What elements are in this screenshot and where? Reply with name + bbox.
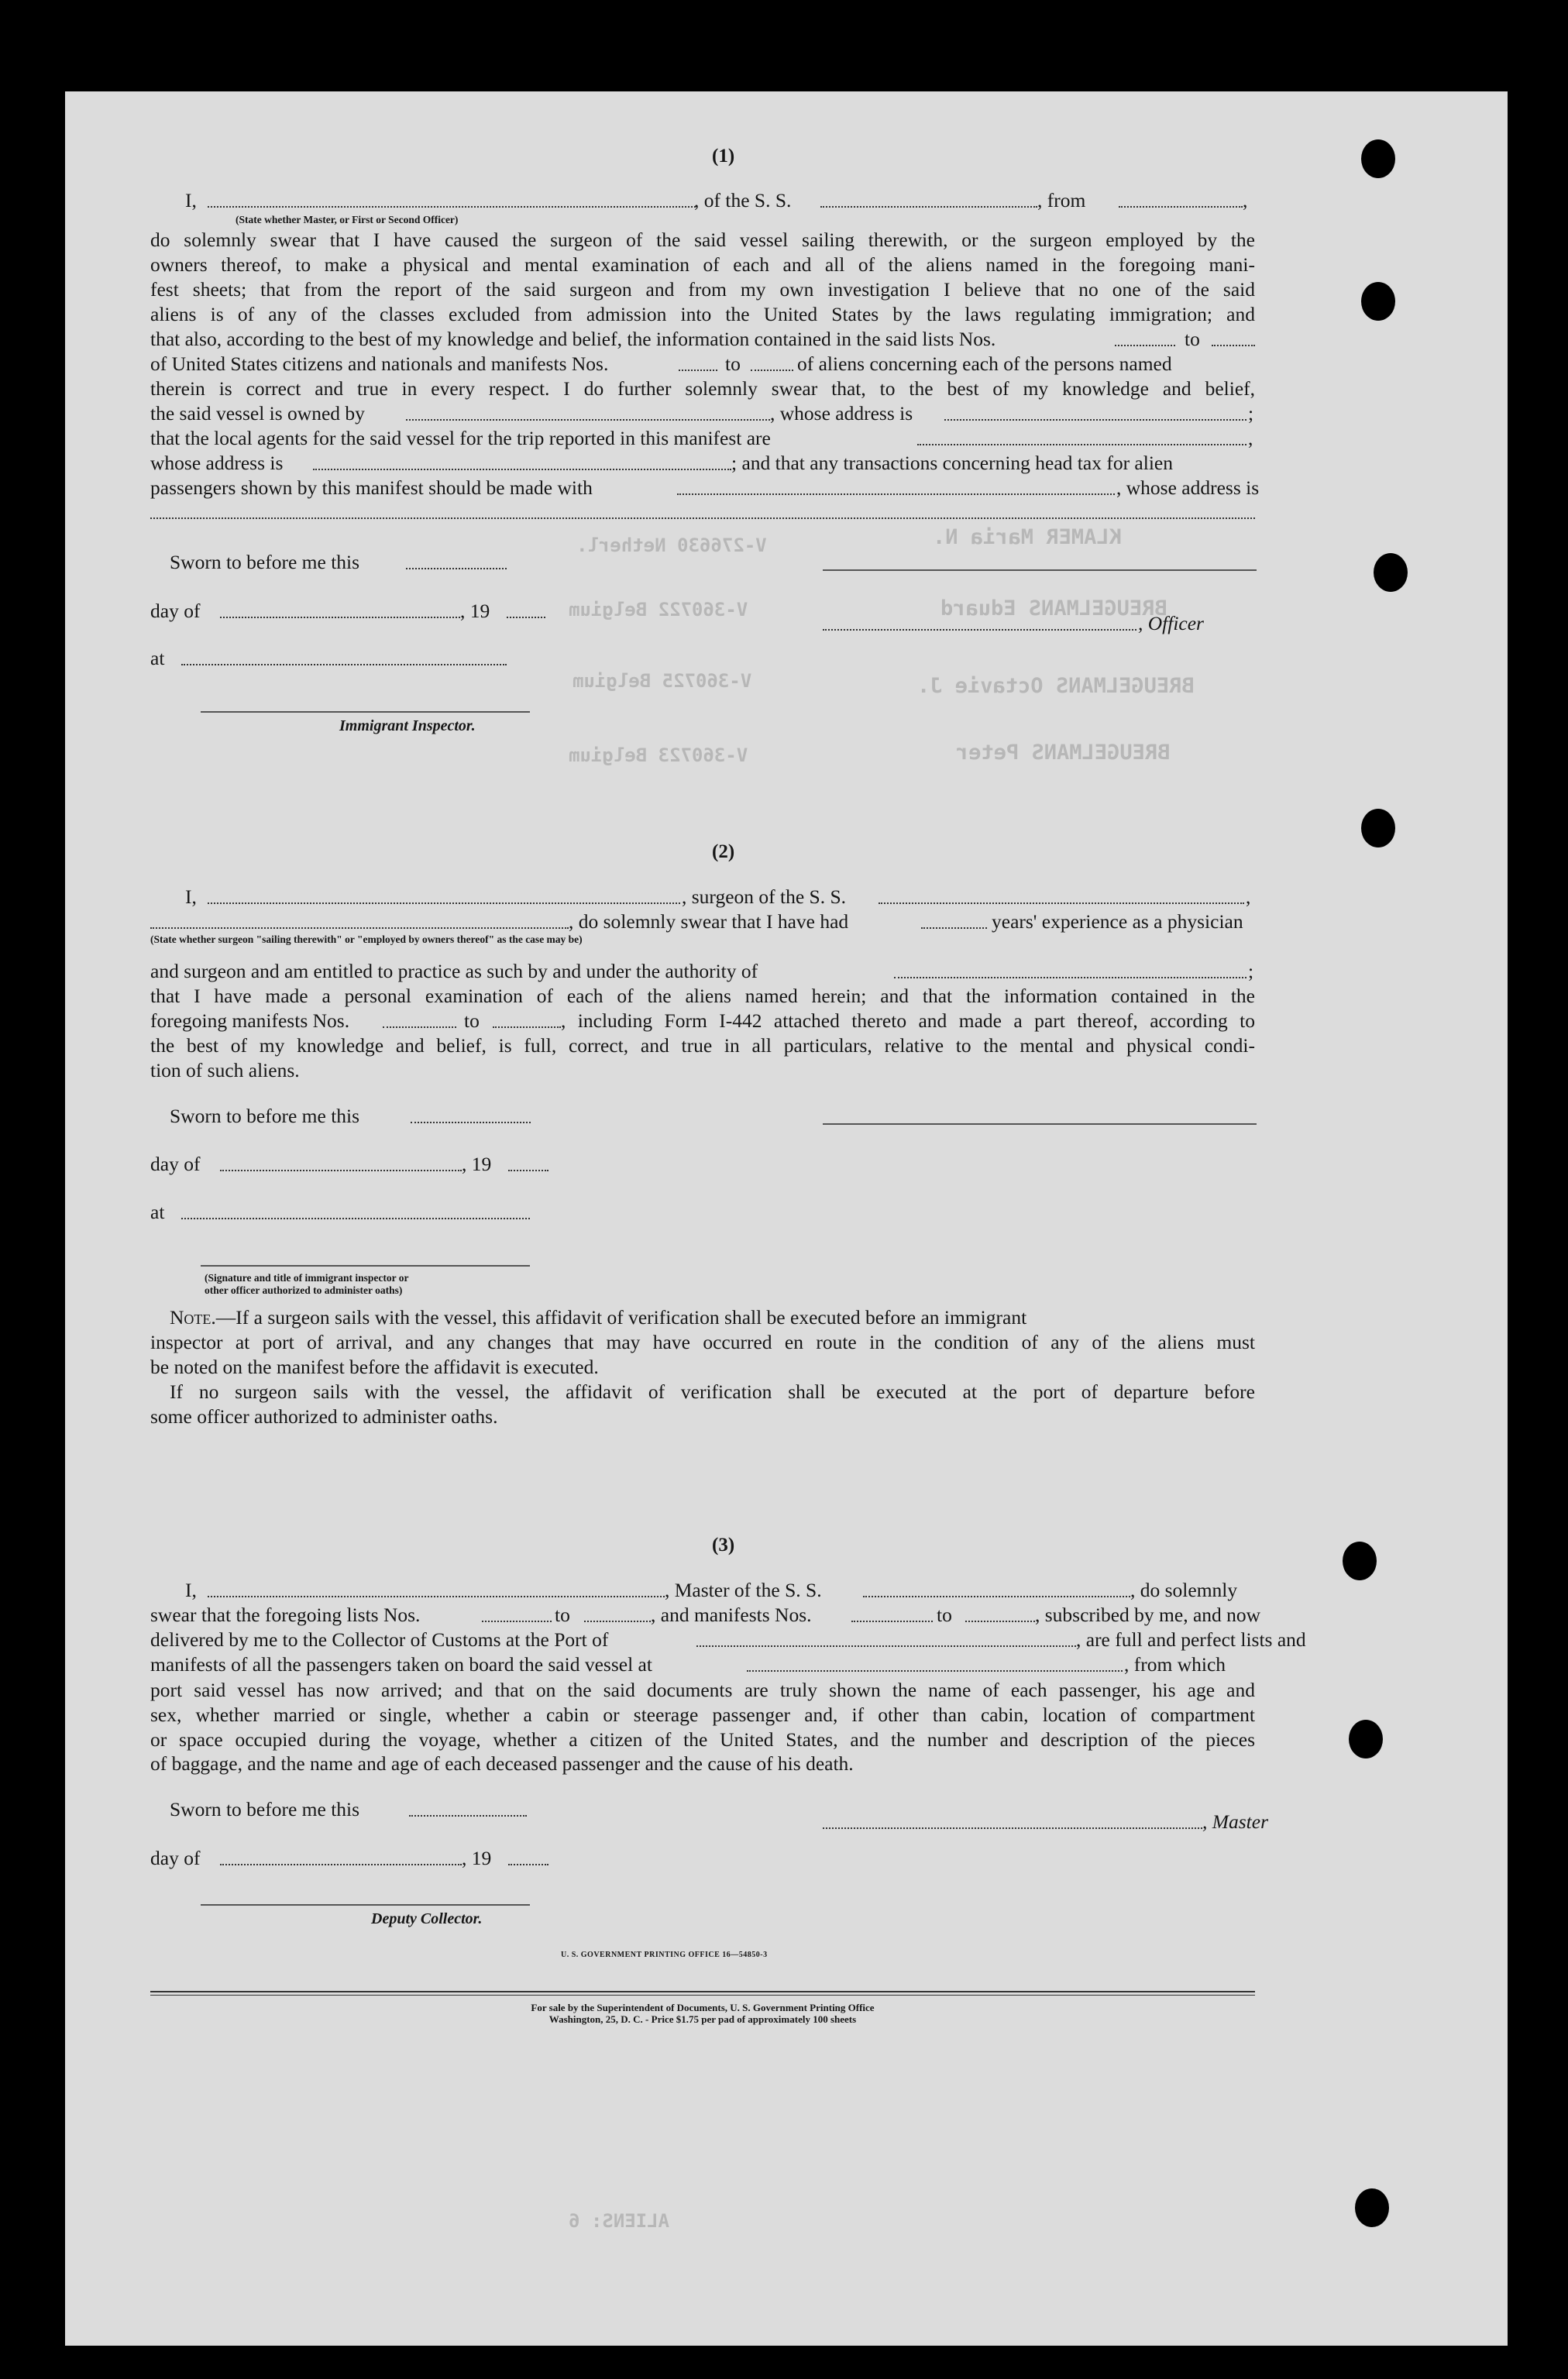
- sale-line: Washington, 25, D. C. - Price $1.75 per pad of approximately 100 sheets: [548, 2013, 857, 2025]
- text: swear that the foregoing lists Nos.: [150, 1604, 421, 1626]
- field-note: (State whether Master, or First or Second Officer): [236, 214, 459, 225]
- text: I,: [185, 1579, 197, 1601]
- text: I,: [185, 885, 197, 908]
- blank-field[interactable]: [150, 916, 569, 929]
- punch-hole: [1361, 282, 1395, 321]
- text: and surgeon and am entitled to practice as such by and under the authority of: [150, 960, 758, 982]
- blank-field[interactable]: [409, 1804, 527, 1817]
- blank-field[interactable]: [208, 892, 680, 904]
- text: to: [937, 1604, 952, 1626]
- text: whose address is: [150, 452, 284, 474]
- blank-field[interactable]: [679, 359, 717, 371]
- signature-line[interactable]: [823, 1123, 1257, 1125]
- text: that the local agents for the said vessel for the trip reported in this manifest are: [150, 427, 771, 449]
- punch-hole: [1355, 2188, 1389, 2227]
- blank-field[interactable]: [820, 195, 1037, 208]
- text: , whose address is: [1116, 476, 1260, 499]
- text: that I have made a personal examination of each of the aliens named herein; and that the information contained in the: [150, 985, 1255, 1007]
- text: ; and that any transactions concerning head tax for alien: [731, 452, 1173, 474]
- punch-hole: [1343, 1542, 1377, 1580]
- text: , from which: [1124, 1653, 1226, 1676]
- blank-field[interactable]: [751, 359, 793, 371]
- divider: [150, 1995, 1255, 1996]
- text: , whose address is: [770, 402, 913, 425]
- text: be noted on the manifest before the affidavit is executed.: [150, 1356, 599, 1378]
- paragraph-line: sex, whether married or single, whether a cabin or steerage passenger and, if other than cabin, location of compartment: [150, 1703, 1255, 1726]
- paragraph-line: do solemnly swear that I have caused the surgeon of the said vessel sailing therewith, or the surgeon employed by the: [150, 229, 1255, 251]
- section-number: (1): [712, 146, 735, 167]
- blank-field[interactable]: [150, 507, 1255, 519]
- text: I,: [185, 189, 197, 211]
- declaration-paragraph: [150, 1678, 1255, 1752]
- blank-field[interactable]: [863, 1585, 1130, 1597]
- blank-field[interactable]: [584, 1610, 651, 1622]
- text: to: [464, 1009, 480, 1032]
- text: therein is correct and true in every respect. I do further solemnly swear that, to the best of my knowledge and belief,: [150, 377, 1255, 400]
- blank-field[interactable]: [313, 458, 731, 470]
- text: , Officer: [1138, 612, 1204, 634]
- text: ,: [1246, 885, 1251, 908]
- field-note: (Signature and title of immigrant inspector or: [205, 1272, 409, 1284]
- blank-field[interactable]: [181, 1207, 530, 1219]
- text: Deputy Collector.: [371, 1910, 483, 1927]
- blank-field[interactable]: [508, 1853, 548, 1865]
- section-number: (3): [712, 1535, 735, 1556]
- bleed-through-text: BREUGELMANS Eduard: [940, 596, 1167, 621]
- blank-field[interactable]: [944, 408, 1246, 421]
- bleed-through-text: V-360725 Belgium: [573, 670, 752, 692]
- blank-field[interactable]: [851, 1610, 933, 1622]
- text: to: [555, 1604, 570, 1626]
- blank-field[interactable]: [823, 618, 1136, 631]
- bleed-through-text: BREUGELMANS Peter: [956, 741, 1171, 765]
- blank-field[interactable]: [917, 433, 1246, 445]
- text: of United States citizens and nationals and manifests Nos.: [150, 352, 609, 375]
- text: , do solemnly: [1130, 1579, 1238, 1601]
- blank-field[interactable]: [406, 557, 507, 569]
- text: at: [150, 647, 165, 669]
- punch-hole: [1349, 1720, 1383, 1758]
- text: ,: [1243, 189, 1248, 211]
- text: , Master: [1202, 1810, 1268, 1833]
- bleed-through-text: KLAMER Maria N.: [933, 525, 1122, 549]
- signature-line[interactable]: [201, 1904, 530, 1906]
- text: , including Form I-442 attached thereto and made a part thereof, according to: [561, 1009, 1255, 1032]
- blank-field[interactable]: [1212, 334, 1255, 346]
- punch-hole: [1361, 809, 1395, 847]
- bleed-through-text: V-360722 Belgium: [569, 599, 748, 621]
- text: , 19: [462, 1153, 492, 1175]
- punch-hole: [1374, 553, 1408, 592]
- text: ;: [1248, 402, 1254, 425]
- text: manifests of all the passengers taken on board the said vessel at: [150, 1653, 652, 1676]
- blank-field[interactable]: [965, 1610, 1035, 1622]
- blank-field[interactable]: [181, 653, 507, 665]
- text: Sworn to before me this: [170, 551, 360, 573]
- blank-field[interactable]: [220, 1159, 462, 1171]
- bleed-through-text: V-276630 Netherl.: [576, 535, 767, 556]
- blank-field[interactable]: [921, 916, 987, 929]
- paragraph-line: owners thereof, to make a physical and mental examination of each and all of the aliens named in the foregoing mani-: [150, 253, 1255, 276]
- blank-field[interactable]: [894, 966, 1246, 978]
- text: , surgeon of the S. S.: [682, 885, 847, 908]
- blank-field[interactable]: [507, 606, 545, 618]
- text: day of: [150, 1153, 201, 1175]
- paragraph-line: aliens is of any of the classes excluded from admission into the United States by the laws regulating immigration; and: [150, 303, 1255, 325]
- blank-field[interactable]: [383, 1016, 456, 1028]
- signature-line[interactable]: [201, 711, 530, 713]
- text: Sworn to before me this: [170, 1105, 360, 1127]
- text: some officer authorized to administer oaths.: [150, 1405, 498, 1428]
- punch-hole: [1361, 139, 1395, 178]
- signature-line[interactable]: [823, 569, 1257, 571]
- text: at: [150, 1201, 165, 1223]
- blank-field[interactable]: [696, 1635, 1076, 1647]
- gpo-imprint: U. S. GOVERNMENT PRINTING OFFICE 16—54850-3: [561, 1951, 768, 1959]
- blank-field[interactable]: [208, 195, 696, 208]
- blank-field[interactable]: [823, 1817, 1202, 1829]
- note-text: —If a surgeon sails with the vessel, this affidavit of verification shall be executed before an immigrant: [215, 1306, 1027, 1329]
- bleed-through-text: BREUGELMANS Octavie J.: [917, 674, 1195, 698]
- paragraph-line: fest sheets; that from the report of the said surgeon and from my own investigation I believe that no one of the said: [150, 278, 1255, 301]
- text: , are full and perfect lists and: [1076, 1628, 1306, 1651]
- blank-field[interactable]: [220, 1853, 462, 1865]
- text: foregoing manifests Nos.: [150, 1009, 350, 1032]
- text: Sworn to before me this: [170, 1798, 360, 1820]
- text: , Master of the S. S.: [665, 1579, 822, 1601]
- sale-line: For sale by the Superintendent of Documents, U. S. Government Printing Office: [531, 2002, 875, 2013]
- text: tion of such aliens.: [150, 1059, 300, 1081]
- blank-field[interactable]: [406, 408, 770, 421]
- signature-line[interactable]: [201, 1265, 530, 1267]
- text: day of: [150, 1847, 201, 1869]
- paragraph-line: port said vessel has now arrived; and that on the said documents are truly shown the name of each passenger, his age and: [150, 1679, 1255, 1701]
- note-label: Note.: [170, 1306, 216, 1329]
- text: inspector at port of arrival, and any changes that may have occurred en route in the condition of any of the aliens must: [150, 1331, 1255, 1353]
- blank-field[interactable]: [1119, 195, 1243, 208]
- blank-field[interactable]: [220, 606, 460, 618]
- field-note: other officer authorized to administer oaths): [205, 1284, 403, 1296]
- text: ;: [1248, 960, 1254, 982]
- section-number: (2): [712, 841, 735, 862]
- blank-field[interactable]: [879, 892, 1244, 904]
- blank-field[interactable]: [747, 1659, 1123, 1672]
- blank-field[interactable]: [677, 483, 1115, 495]
- text: , 19: [460, 600, 490, 622]
- manifest-verification-page: [65, 91, 1508, 2346]
- text: ,: [1248, 427, 1253, 449]
- text: , of the S. S.: [694, 189, 792, 211]
- text: , do solemnly swear that I have had: [569, 910, 849, 933]
- text: delivered by me to the Collector of Customs at the Port of: [150, 1628, 609, 1651]
- text: of aliens concerning each of the persons named: [797, 352, 1172, 375]
- blank-field[interactable]: [1115, 334, 1175, 346]
- text: passengers shown by this manifest should be made with: [150, 476, 593, 499]
- text: that also, according to the best of my knowledge and belief, the information contained in the said lists Nos.: [150, 328, 996, 350]
- note-paragraph: [170, 1306, 1255, 1329]
- text: , subscribed by me, and now: [1035, 1604, 1261, 1626]
- text: , 19: [462, 1847, 492, 1869]
- bleed-through-text: ALIENS: 6: [569, 2210, 670, 2232]
- text: If no surgeon sails with the vessel, the affidavit of verification shall be executed at the port of departure before: [170, 1380, 1255, 1403]
- sale-notice: [150, 2002, 1255, 2025]
- blank-field[interactable]: [482, 1610, 552, 1622]
- blank-field[interactable]: [208, 1585, 665, 1597]
- blank-field[interactable]: [508, 1159, 548, 1171]
- divider: [150, 1991, 1255, 1992]
- text: day of: [150, 600, 201, 622]
- text: the said vessel is owned by: [150, 402, 365, 425]
- field-note: (State whether surgeon "sailing therewith" or "employed by owners thereof" as the case may be): [150, 933, 583, 945]
- text: years' experience as a physician: [992, 910, 1243, 933]
- text: the best of my knowledge and belief, is full, correct, and true in all particulars, relative to the mental and physical condi-: [150, 1034, 1255, 1057]
- text: to: [725, 352, 741, 375]
- text: Immigrant Inspector.: [339, 717, 476, 734]
- text: of baggage, and the name and age of each deceased passenger and the cause of his death.: [150, 1752, 854, 1775]
- blank-field[interactable]: [493, 1016, 561, 1028]
- blank-field[interactable]: [411, 1111, 531, 1123]
- text: , from: [1037, 189, 1086, 211]
- oath-paragraph: [150, 228, 1255, 327]
- paragraph-line: or space occupied during the voyage, whether a citizen of the United States, and the number and description of the pieces: [150, 1728, 1255, 1751]
- text: , and manifests Nos.: [651, 1604, 812, 1626]
- bleed-through-text: V-360723 Belgium: [569, 744, 748, 766]
- text: to: [1185, 328, 1200, 350]
